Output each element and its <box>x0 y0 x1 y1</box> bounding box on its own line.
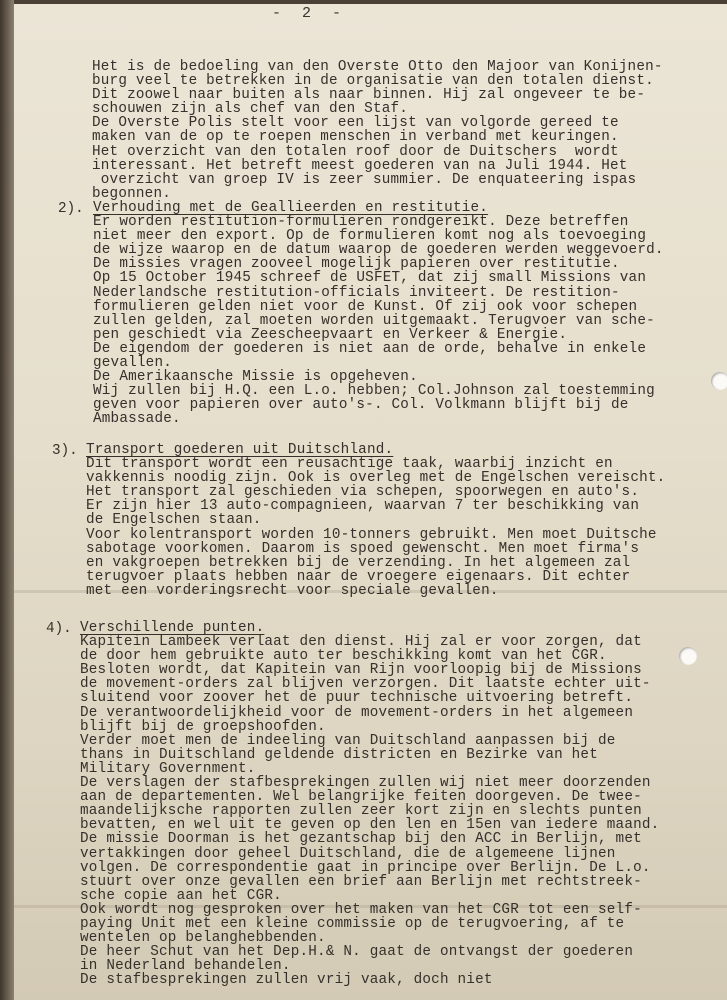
text-line: Er zijn hier 13 auto-compagnieen, waarvan 7 ter beschikking van <box>86 498 640 515</box>
text-line: pen geschiedt via Zeescheepvaart en Verkeer & Energie. <box>93 326 568 343</box>
page-number: - 2 - <box>272 5 348 22</box>
text-line: de door hem gebruikte auto ter beschikking komt van het CGR. <box>80 648 607 665</box>
text-line: maken van de op te roepen menschen in verband met keuringen. <box>92 129 619 146</box>
section-heading: Verhouding met de Geallieerden en restitutie. <box>93 200 489 216</box>
text-line: De Amerikaansche Missie is opgeheven. <box>93 369 418 386</box>
punch-hole <box>679 647 697 665</box>
text-line: en vakgroepen betrekken bij de verzending. In het algemeen zal <box>86 554 631 571</box>
text-line: thans in Duitschland geldende districten en Bezirke van het <box>80 746 598 763</box>
text-line: De verslagen der stafbesprekingen zullen wij niet meer doorzenden <box>80 775 651 792</box>
text-line: De eigendom der goederen is niet aan de orde, behalve in enkele <box>93 340 647 357</box>
text-line: Wij zullen bij H.Q. een L.o. hebben; Col.Johnson zal toestemming <box>93 383 655 400</box>
text-line: Dit zoowel naar buiten als naar binnen. Hij zal ongeveer te be- <box>92 87 646 104</box>
text-line: terugvoer plaats hebben naar de vroegere eigenaars. Dit echter <box>86 568 631 585</box>
text-line: sabotage voorkomen. Daarom is spoed gewenscht. Men moet firma's <box>86 540 640 557</box>
text-line: Nederlandsche restitution-officials inviteert. De restition- <box>93 284 620 301</box>
text-line: formulieren gelden niet voor de Kunst. Of zij ook voor schepen <box>93 298 638 315</box>
text-line: Het overzicht van den totalen roof door de Duitschers wordt <box>92 143 619 160</box>
text-line: De verantwoordelijkheid voor de movement-orders in het algemeen <box>80 704 634 721</box>
text-line: geven voor papieren over auto's-. Col. Volkmann blijft bij de <box>93 397 629 414</box>
text-line: Voor kolentransport worden 10-tonners gebruikt. Men moet Duitsche <box>86 526 657 543</box>
text-line: paying Unit met een kleine commissie op de terugvoering, af te <box>80 915 625 932</box>
text-line: De missie Doorman is het gezantschap bij den ACC in Berlijn, met <box>80 831 642 848</box>
text-line: Op 15 October 1945 schreef de USFET, dat zij small Missions van <box>93 270 647 287</box>
section-number: 4). <box>46 621 72 637</box>
intro-paragraph <box>92 60 663 201</box>
text-line: overzicht van groep IV is zeer summier. De enquateering ispas <box>92 171 637 188</box>
text-line: de Engelschen staan. <box>86 512 262 529</box>
text-line: burg veel te betrekken in de organisatie van den totalen dienst. <box>92 73 654 90</box>
text-line: Het is de bedoeling van den Overste Otto den Majoor van Konijnen- <box>92 59 663 75</box>
text-line: vertakkingen door geheel Duitschland, die de algemeene lijnen <box>80 845 616 862</box>
text-line: aan de departementen. Wel belangrijke feiten doorgeven. De twee- <box>80 789 642 806</box>
section-various-points <box>80 621 659 987</box>
text-line: maandelijksche rapporten zullen zeer kort zijn en slechts punten <box>80 803 642 820</box>
section-heading: Transport goederen uit Duitschland. <box>86 442 394 458</box>
text-line: De missies vragen zooveel mogelijk papieren over restitutie. <box>93 256 620 273</box>
punch-hole <box>711 372 727 390</box>
scan-left-edge <box>0 0 14 1000</box>
text-line: Dit transport wordt een reusachtige taak, waarbij inzicht en <box>86 456 613 473</box>
text-line: zullen gelden, zal moeten worden uitgemaakt. Terugvoer van sche- <box>93 312 655 329</box>
text-line: met een vorderingsrecht voor speciale gevallen. <box>86 582 499 599</box>
section-number: 2). <box>58 201 84 217</box>
section-transport <box>86 443 665 598</box>
text-line: vakkennis noodig zijn. Ook is overleg met de Engelschen vereischt. <box>86 470 666 487</box>
section-restitution <box>93 201 664 427</box>
text-line: bevatten, en wel uit te geven op den len en 15en van iedere maand. <box>80 817 660 834</box>
section-number: 3). <box>52 443 78 459</box>
text-line: blijft bij de groepshoofden. <box>80 718 326 735</box>
text-line: volgen. De correspondentie gaat in principe over Berlijn. De L.o. <box>80 859 651 876</box>
text-line: gevallen. <box>93 355 173 372</box>
text-line: Ook wordt nog gesproken over het maken van het CGR tot een self- <box>80 901 642 918</box>
text-line: Er worden restitution-formulieren rondgereikt. Deze betreffen <box>93 214 629 231</box>
text-line: De stafbesprekingen zullen vrij vaak, doch niet <box>80 972 493 989</box>
text-line: wentelen op belanghebbenden. <box>80 930 326 947</box>
text-line: De heer Schut van het Dep.H.& N. gaat de ontvangst der goederen <box>80 944 634 961</box>
text-line: Military Government. <box>80 760 256 777</box>
text-line: in Nederland behandelen. <box>80 958 291 975</box>
text-line: Verder moet men de indeeling van Duitschland aanpassen bij de <box>80 732 616 749</box>
text-line: Besloten wordt, dat Kapitein van Rijn voorloopig bij de Missions <box>80 662 642 679</box>
text-line: niet meer den export. Op de formulieren komt nog als toevoeging <box>93 228 647 245</box>
text-line: De Overste Polis stelt voor een lijst van volgorde gereed te <box>92 115 619 132</box>
text-line: sche copie aan het CGR. <box>80 887 282 904</box>
text-line: de wijze waarop en de datum waarop de goederen werden weggevoerd. <box>93 242 664 259</box>
text-line: schouwen zijn als chef van den Staf. <box>92 101 409 118</box>
text-line: Ambassade. <box>93 411 181 428</box>
text-line: begonnen. <box>92 185 172 202</box>
text-line: Het transport zal geschieden via schepen, spoorwegen en auto's. <box>86 484 640 501</box>
text-line: interessant. Het betreft meest goederen van na Juli 1944. Het <box>92 157 628 174</box>
text-line: sluitend voor zoover het de puur technische uitvoering betreft. <box>80 690 634 707</box>
text-line: de movement-orders zal blijven verzorgen. Dit laatste echter uit- <box>80 676 651 693</box>
text-line: Kapitein Lambeek verlaat den dienst. Hij zal er voor zorgen, dat <box>80 634 642 651</box>
text-line: stuurt over onze gevallen een brief aan Berlijn met rechtstreek- <box>80 873 642 890</box>
section-heading: Verschillende punten. <box>80 620 265 636</box>
